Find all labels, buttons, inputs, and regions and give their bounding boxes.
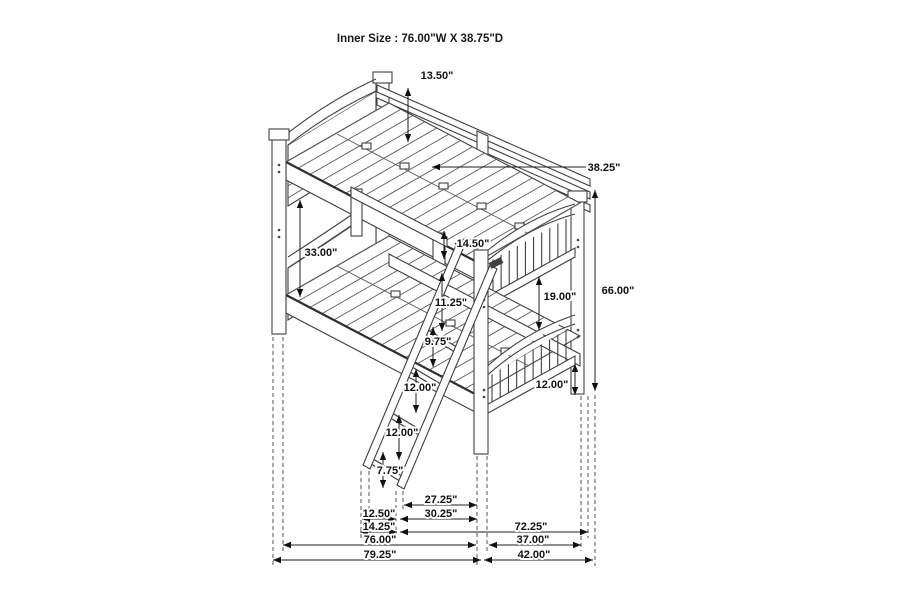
dim-posts-inner-span bbox=[400, 521, 588, 533]
dim-foot-width-inner bbox=[489, 534, 581, 546]
head-front-post bbox=[269, 129, 289, 334]
svg-text:76.00": 76.00" bbox=[363, 534, 397, 546]
svg-text:12.00": 12.00" bbox=[535, 379, 569, 391]
inner-size-title: Inner Size : 76.00"W X 38.75"D bbox=[336, 33, 504, 45]
svg-text:14.50": 14.50" bbox=[456, 238, 490, 250]
svg-text:27.25": 27.25" bbox=[424, 494, 458, 506]
dim-ladder-width-outer bbox=[360, 521, 397, 533]
svg-text:11.25": 11.25" bbox=[434, 297, 468, 309]
bed-drawing bbox=[269, 72, 590, 489]
dim-overall-length bbox=[273, 549, 481, 561]
svg-text:12.00": 12.00" bbox=[403, 382, 437, 394]
svg-text:79.25": 79.25" bbox=[363, 549, 397, 561]
dim-overall-width bbox=[484, 549, 593, 561]
svg-text:14.25": 14.25" bbox=[362, 521, 396, 533]
dim-ladder-to-footpost-inner bbox=[404, 494, 477, 506]
dim-ladder-to-footpost-outer bbox=[400, 508, 477, 520]
svg-text:66.00": 66.00" bbox=[601, 285, 635, 297]
svg-text:9.75": 9.75" bbox=[424, 336, 452, 348]
dim-overall-height bbox=[595, 190, 634, 391]
svg-text:19.00": 19.00" bbox=[543, 291, 577, 303]
svg-text:42.00": 42.00" bbox=[517, 549, 551, 561]
dim-ladder-width-inner bbox=[362, 508, 396, 520]
dim-bed-length bbox=[283, 534, 476, 546]
svg-text:37.00": 37.00" bbox=[516, 534, 550, 546]
svg-text:13.50": 13.50" bbox=[420, 70, 454, 82]
svg-text:33.00": 33.00" bbox=[304, 247, 338, 259]
svg-text:38.25": 38.25" bbox=[587, 162, 621, 174]
svg-text:12.50": 12.50" bbox=[362, 508, 396, 520]
svg-text:30.25": 30.25" bbox=[424, 508, 458, 520]
svg-text:72.25": 72.25" bbox=[514, 521, 548, 533]
svg-text:7.75": 7.75" bbox=[376, 465, 404, 477]
svg-text:12.00": 12.00" bbox=[385, 427, 419, 439]
